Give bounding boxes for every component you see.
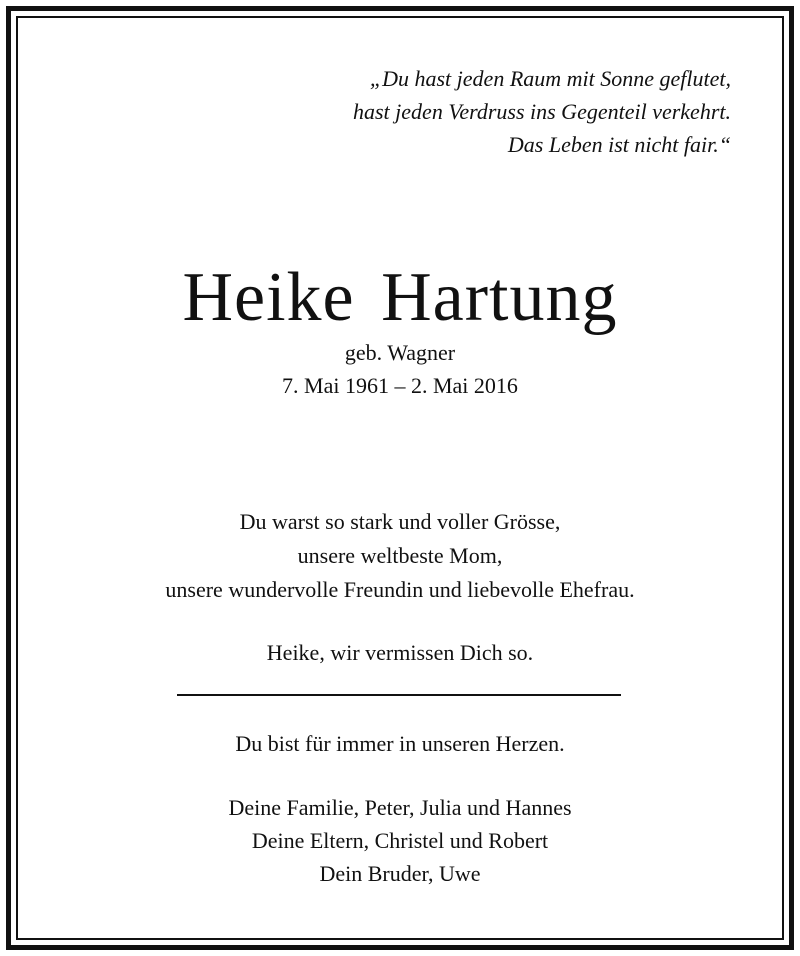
tribute-line-2: unsere weltbeste Mom,	[297, 543, 503, 568]
memorial-quote	[211, 62, 731, 161]
mourner-brother: Dein Bruder, Uwe	[319, 861, 481, 886]
divider-line	[177, 694, 621, 696]
mourner-family: Deine Familie, Peter, Julia und Hannes	[228, 795, 572, 820]
life-dates: 7. Mai 1961 – 2. Mai 2016	[282, 373, 518, 398]
birth-name: geb. Wagner	[344, 340, 456, 365]
tribute-line-3: unsere wundervolle Freundin und liebevolle Ehefrau.	[165, 577, 635, 602]
tribute-line-1: Du warst so stark und voller Grösse,	[239, 509, 561, 534]
quote-line-2: hast jeden Verdruss ins Gegenteil verkehrt.	[353, 99, 731, 124]
miss-you-line: Heike, wir vermissen Dich so.	[266, 640, 534, 665]
quote-line-1: „Du hast jeden Raum mit Sonne geflutet,	[369, 66, 731, 91]
quote-line-3: Das Leben ist nicht fair.“	[507, 132, 731, 157]
deceased-name: Heike Hartung	[182, 259, 618, 336]
mourner-parents: Deine Eltern, Christel und Robert	[251, 828, 549, 853]
heart-line: Du bist für immer in unseren Herzen.	[235, 731, 565, 756]
